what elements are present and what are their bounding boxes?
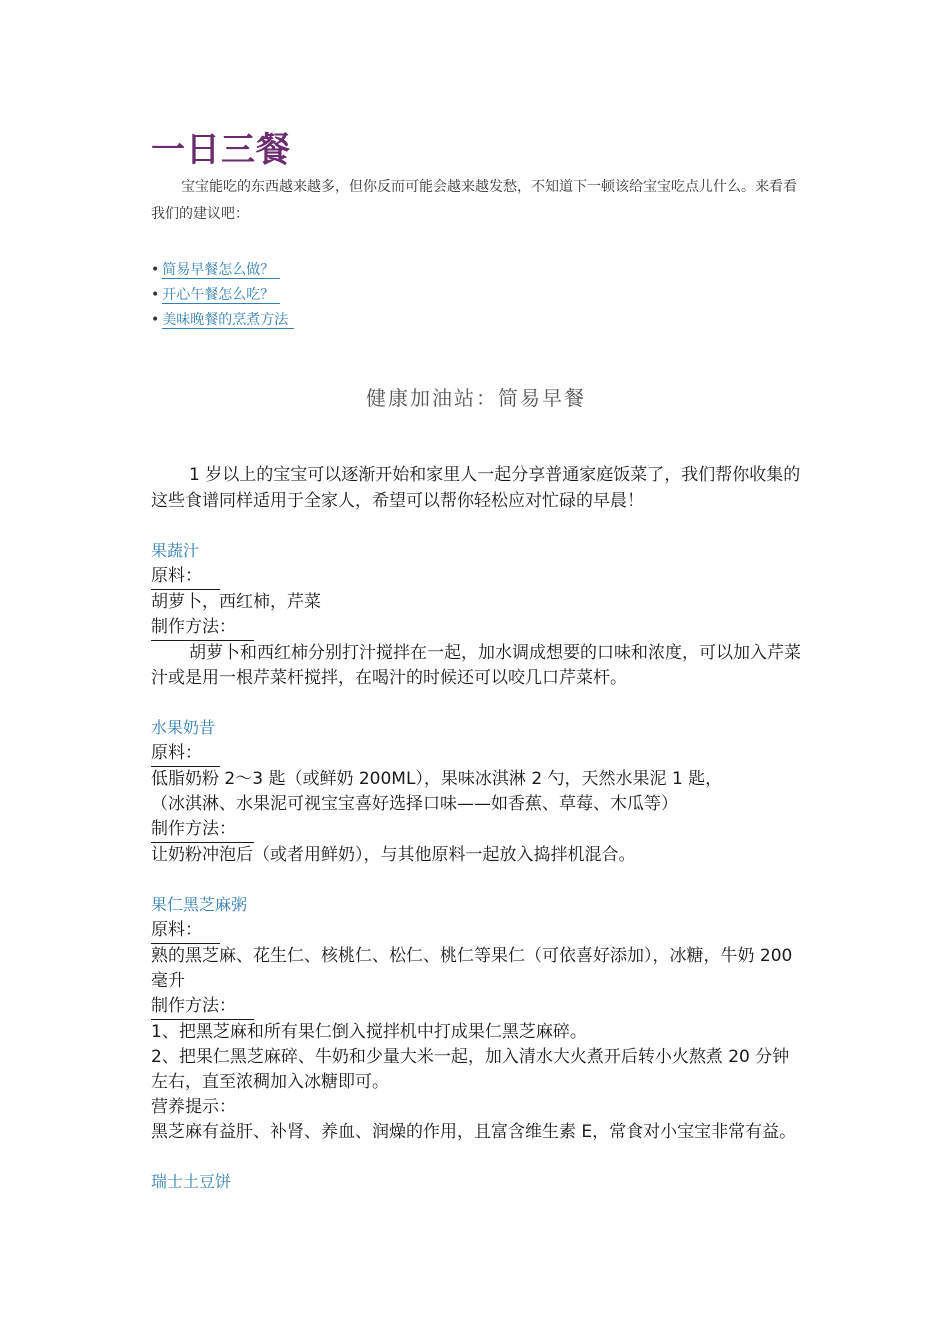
- bullet-icon: •: [151, 312, 160, 328]
- recipe-fruit-milkshake: [151, 715, 801, 868]
- ingredients-label: 原料：: [151, 564, 220, 590]
- toc-link-lunch[interactable]: 开心午餐怎么吃？: [162, 287, 280, 304]
- recipe-name: 果蔬汁: [151, 541, 200, 560]
- section-title: 健康加油站：简易早餐: [366, 386, 586, 410]
- method-text: 胡萝卜和西红柿分别打汁搅拌在一起，加水调成想要的口味和浓度，可以加入芹菜汁或是用一根芹菜杆搅拌，在喝汁的时候还可以咬几口芹菜杆。: [151, 643, 801, 688]
- toc-link-breakfast[interactable]: 简易早餐怎么做？: [162, 262, 280, 279]
- recipe-name: 果仁黑芝麻粥: [151, 895, 248, 914]
- toc-link-dinner[interactable]: 美味晚餐的烹煮方法: [162, 312, 294, 329]
- recipe-name: 瑞士土豆饼: [151, 1172, 232, 1191]
- recipe-swiss-potato-pancake: [151, 1169, 801, 1195]
- ingredients-label: 原料：: [151, 918, 220, 944]
- intro-paragraph: 宝宝能吃的东西越来越多，但你反而可能会越来越发愁，不知道下一顿该给宝宝吃点儿什么。来看看我们的建议吧：: [151, 179, 797, 222]
- tip-text: 黑芝麻有益肝、补肾、养血、润燥的作用，且富含维生素 E，常食对小宝宝非常有益。: [151, 1122, 797, 1142]
- toc-item-dinner: [151, 308, 801, 333]
- method-step: 1、把黑芝麻和所有果仁倒入搅拌机中打成果仁黑芝麻碎。: [151, 1022, 587, 1042]
- ingredients-text: 低脂奶粉 2～3 匙（或鲜奶 200ML），果味冰淇淋 2 勺，天然水果泥 1 匙，: [151, 769, 723, 789]
- method-label: 制作方法：: [151, 994, 254, 1020]
- ingredients-text: 胡萝卜，西红柿，芹菜: [151, 592, 321, 612]
- table-of-contents: [151, 258, 801, 333]
- tip-label: 营养提示：: [151, 1097, 236, 1117]
- recipe-name: 水果奶昔: [151, 718, 216, 737]
- page-title: 一日三餐: [151, 130, 291, 170]
- toc-item-breakfast: [151, 258, 801, 283]
- ingredients-label: 原料：: [151, 741, 220, 767]
- ingredients-text: 熟的黑芝麻、花生仁、核桃仁、松仁、桃仁等果仁（可依喜好添加），冰糖，牛奶 200 毫升: [151, 946, 793, 991]
- method-step: 2、把果仁黑芝麻碎、牛奶和少量大米一起，加入清水大火煮开后转小火熬煮 20 分钟左右，直至浓稠加入冰糖即可。: [151, 1047, 790, 1092]
- method-label: 制作方法：: [151, 615, 254, 641]
- document-page: [151, 128, 801, 1195]
- recipe-fruit-veg-juice: [151, 538, 801, 691]
- lead-paragraph: 1 岁以上的宝宝可以逐渐开始和家里人一起分享普通家庭饭菜了，我们帮你收集的这些食谱同样适用于全家人，希望可以帮你轻松应对忙碌的早晨！: [151, 465, 801, 511]
- bullet-icon: •: [151, 262, 160, 278]
- ingredients-note: （冰淇淋、水果泥可视宝宝喜好选择口味——如香蕉、草莓、木瓜等）: [151, 794, 678, 814]
- method-text: 让奶粉冲泡后（或者用鲜奶），与其他原料一起放入捣拌机混合。: [151, 845, 636, 865]
- bullet-icon: •: [151, 287, 160, 303]
- recipe-nut-sesame-porridge: [151, 892, 801, 1145]
- toc-item-lunch: [151, 283, 801, 308]
- method-label: 制作方法：: [151, 817, 254, 843]
